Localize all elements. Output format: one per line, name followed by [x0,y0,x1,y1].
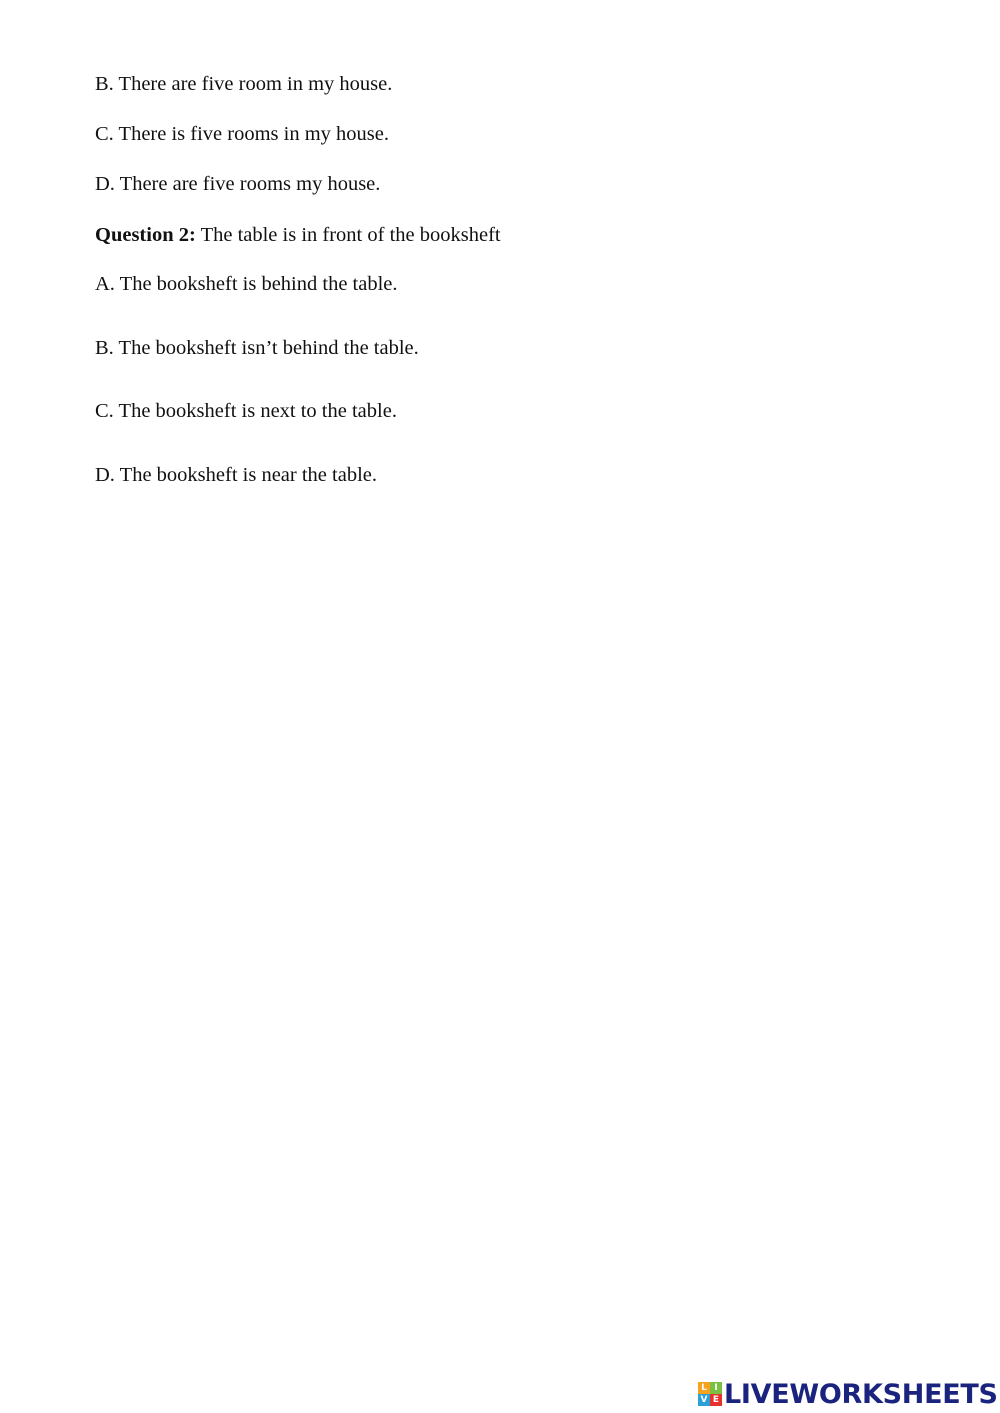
liveworksheets-watermark [698,1378,998,1410]
liveworksheets-logo-icon [698,1382,722,1406]
question-2-prompt: The table is in front of the booksheft [195,224,501,246]
watermark-text: LIVEWORKSHEETS [724,1378,998,1410]
logo-cell: I [710,1382,722,1394]
q2-option-c: C. The booksheft is next to the table. [95,400,397,422]
q1-option-c: C. There is five rooms in my house. [95,123,389,145]
question-2-label: Question 2: [95,224,196,246]
logo-cell: L [698,1382,710,1394]
q2-option-b: B. The booksheft isn’t behind the table. [95,337,419,359]
logo-cell: E [710,1394,722,1406]
logo-cell: V [698,1394,710,1406]
q1-option-b: B. There are five room in my house. [95,73,393,95]
q2-option-d: D. The booksheft is near the table. [95,464,377,486]
question-2 [95,223,501,247]
q2-option-a: A. The booksheft is behind the table. [95,273,398,295]
q1-option-d: D. There are five rooms my house. [95,173,381,195]
